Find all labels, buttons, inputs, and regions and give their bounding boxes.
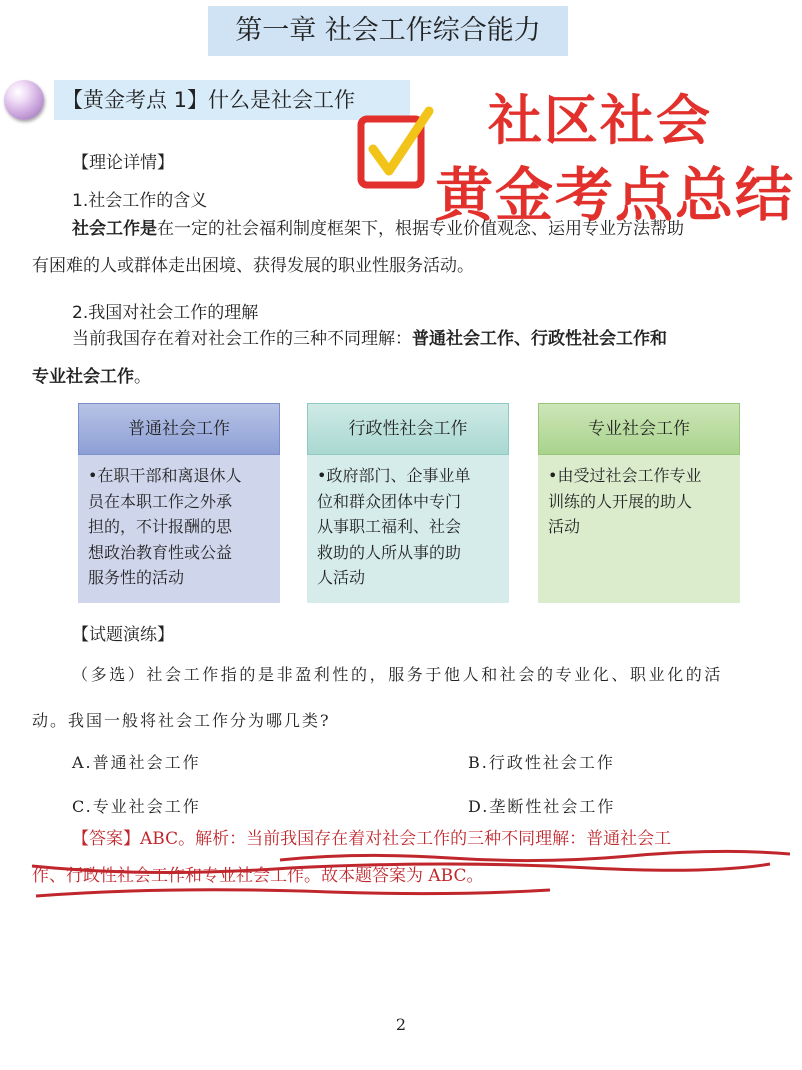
card-administrative-line: 从事职工福利、社会 [317,517,462,536]
card-general-line: 服务性的活动 [88,568,185,587]
point2-bold-line2: 专业社会工作 [32,367,134,387]
section-heading: 【黄金考点 1】什么是社会工作 [54,80,410,120]
question-line1: （多选）社会工作指的是非盈利性的，服务于他人和社会的专业化、职业化的活 [72,665,724,684]
stamp-line2: 黄金考点总结 [435,161,796,229]
card-administrative [307,403,509,603]
card-administrative-title: 行政性社会工作 [307,403,509,455]
card-general-line: •在职干部和离退休人 [88,466,242,485]
point2-end: 。 [134,367,151,387]
answer-line1: 【答案】ABC。解析：当前我国存在着对社会工作的三种不同理解：普通社会工 [72,829,672,849]
card-administrative-line: •政府部门、企事业单 [317,466,471,485]
card-administrative-line: 人活动 [317,568,366,587]
card-administrative-line: 位和群众团体中专门 [317,491,462,511]
card-general-line: 员在本职工作之外承 [88,491,233,511]
card-general [78,403,280,603]
card-administrative-body [307,455,509,603]
point1-term: 社会工作是 [72,219,157,239]
card-professional-line: 活动 [548,517,581,536]
exercise-label: 【试题演练】 [72,625,174,645]
card-general-title: 普通社会工作 [78,403,280,455]
option-b: B.行政性社会工作 [468,753,615,772]
theory-label: 【理论详情】 [72,153,174,173]
point2-line1 [72,322,792,357]
point1-definition-line1 [72,212,792,247]
card-general-line: 担的，不计报酬的思 [88,517,233,536]
point2-text: 当前我国存在着对社会工作的三种不同理解： [72,329,412,349]
card-professional [538,403,740,603]
card-professional-title: 专业社会工作 [538,403,740,455]
red-underline-scribble-icon [30,838,790,908]
point1-text-line1: 在一定的社会福利制度框架下，根据专业价值观念、运用专业方法帮助 [157,219,684,239]
option-c: C.专业社会工作 [72,797,201,816]
card-administrative-line: 救助的人所从事的助 [317,542,462,562]
point2-title: 2.我国对社会工作的理解 [72,303,259,323]
page-number: 2 [395,1015,407,1034]
card-general-body [78,455,280,603]
point2-bold-line1: 普通社会工作、行政性社会工作和 [412,329,667,349]
card-professional-line: •由受过社会工作专业 [548,466,702,485]
chapter-title: 第一章 社会工作综合能力 [208,6,568,56]
option-a: A.普通社会工作 [72,753,201,772]
checkmark-stamp-icon [355,105,435,190]
card-general-line: 想政治教育性或公益 [88,542,233,562]
card-professional-line: 训练的人开展的助人 [548,491,693,511]
option-d: D.垄断性社会工作 [468,797,616,816]
stamp-line1: 社区社会 [488,89,712,152]
point1-text-line2: 有困难的人或群体走出困境、获得发展的职业性服务活动。 [32,256,474,276]
card-professional-body [538,455,740,603]
point1-title: 1.社会工作的含义 [72,191,208,211]
question-line2: 动。我国一般将社会工作分为哪几类? [32,711,331,730]
point2-line2 [32,360,772,395]
bullet-ball-icon [4,80,44,120]
answer-line2: 作、行政性社会工作和专业社会工作。故本题答案为 ABC。 [32,866,484,886]
